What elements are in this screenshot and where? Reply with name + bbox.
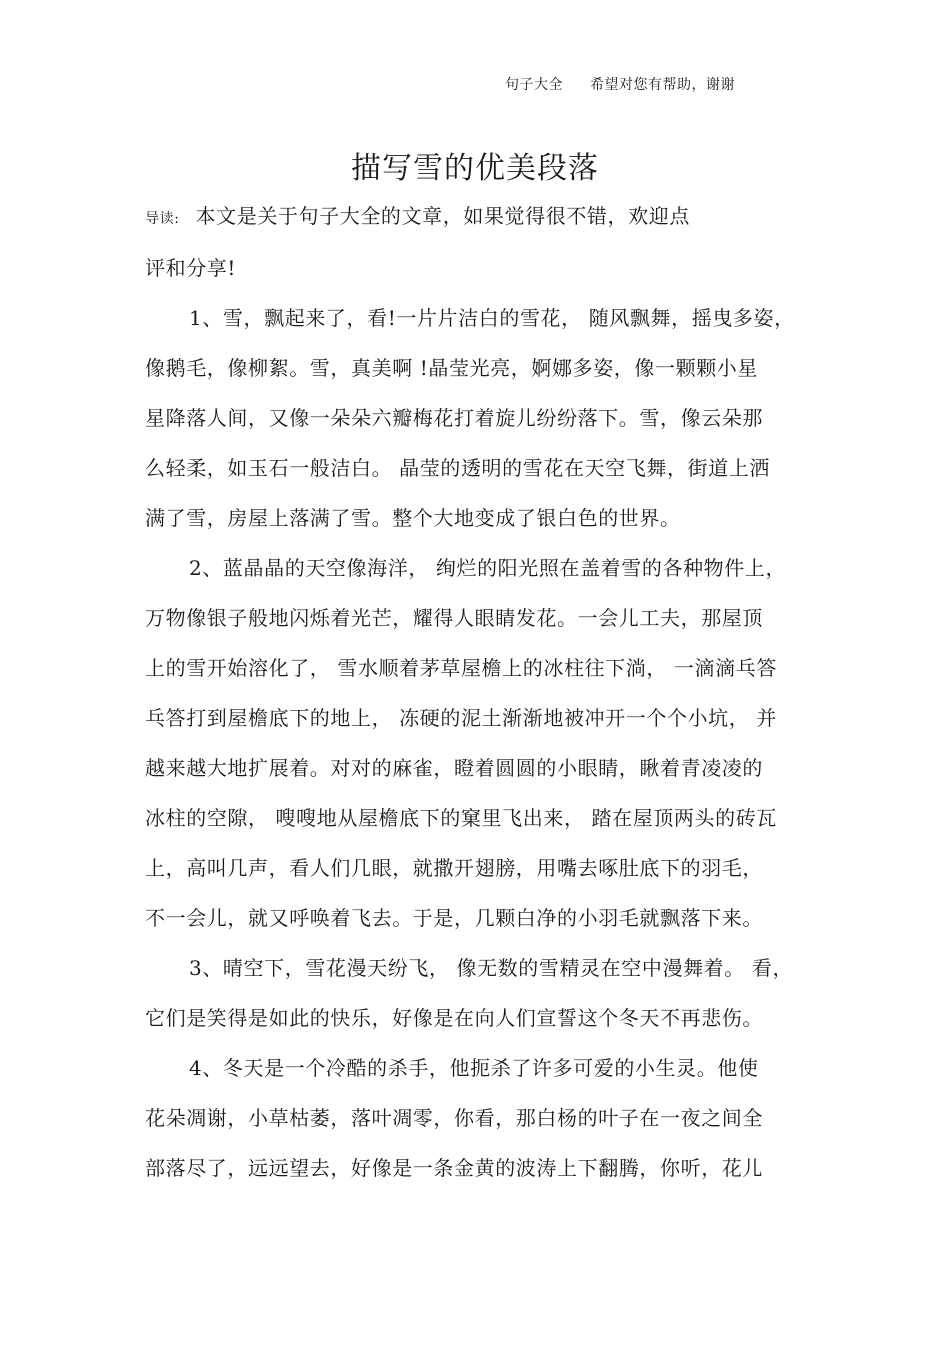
body-line: 上的雪开始溶化了， 雪水顺着茅草屋檐上的冰柱往下淌， 一滴滴乓答 xyxy=(145,656,777,680)
header-slogan: 希望对您有帮助，谢谢 xyxy=(589,77,735,93)
body-line: 不一会儿，就又呼唤着飞去。于是，几颗白净的小羽毛就飘落下来。 xyxy=(145,906,763,930)
body-line: 花朵凋谢，小草枯萎，落叶凋零，你看，那白杨的叶子在一夜之间全 xyxy=(145,1106,763,1130)
intro-line-1 xyxy=(145,204,690,231)
body-line: 4、冬天是一个冷酷的杀手，他扼杀了许多可爱的小生灵。他使 xyxy=(189,1056,759,1080)
body-line: 满了雪，房屋上落满了雪。整个大地变成了银白色的世界。 xyxy=(145,506,681,530)
intro-text-1: 本文是关于句子大全的文章，如果觉得很不错，欢迎点 xyxy=(195,204,690,228)
body-line: 么轻柔，如玉石一般洁白。 晶莹的透明的雪花在天空飞舞，街道上洒 xyxy=(145,456,770,480)
body-line: 3、晴空下，雪花漫天纷飞， 像无数的雪精灵在空中漫舞着。 看， xyxy=(189,956,794,980)
article-title: 描写雪的优美段落 xyxy=(351,151,599,186)
body-line: 乓答打到屋檐底下的地上， 冻硬的泥土渐渐地被冲开一个个小坑， 并 xyxy=(145,706,777,730)
page-header xyxy=(505,74,735,94)
body-line: 上，高叫几声，看人们几眼，就撒开翅膀，用嘴去啄肚底下的羽毛， xyxy=(145,856,763,880)
body-line: 万物像银子般地闪烁着光芒，耀得人眼睛发花。一会儿工夫，那屋顶 xyxy=(145,606,763,630)
body-line: 2、蓝晶晶的天空像海洋， 绚烂的阳光照在盖着雪的各种物件上， xyxy=(189,556,787,580)
body-line: 部落尽了，远远望去，好像是一条金黄的波涛上下翻腾，你听，花儿 xyxy=(145,1156,763,1180)
body-line: 它们是笑得是如此的快乐，好像是在向人们宣誓这个冬天不再悲伤。 xyxy=(145,1006,763,1030)
body-line: 星降落人间，又像一朵朵六瓣梅花打着旋儿纷纷落下。雪，像云朵那 xyxy=(145,406,763,430)
body-line: 冰柱的空隙， 嗖嗖地从屋檐底下的窠里飞出来， 踏在屋顶两头的砖瓦 xyxy=(145,806,777,830)
body-line: 越来越大地扩展着。对对的麻雀，瞪着圆圆的小眼睛，瞅着青凌凌的 xyxy=(145,756,763,780)
intro-line-2: 评和分享! xyxy=(145,256,237,280)
body-line: 1、雪，飘起来了，看!一片片洁白的雪花， 随风飘舞，摇曳多姿， xyxy=(189,306,795,330)
body-line: 像鹅毛，像柳絮。雪，真美啊 !晶莹光亮，婀娜多姿，像一颗颗小星 xyxy=(145,356,758,380)
header-site-name: 句子大全 xyxy=(505,77,563,93)
intro-label: 导读: xyxy=(145,211,180,227)
